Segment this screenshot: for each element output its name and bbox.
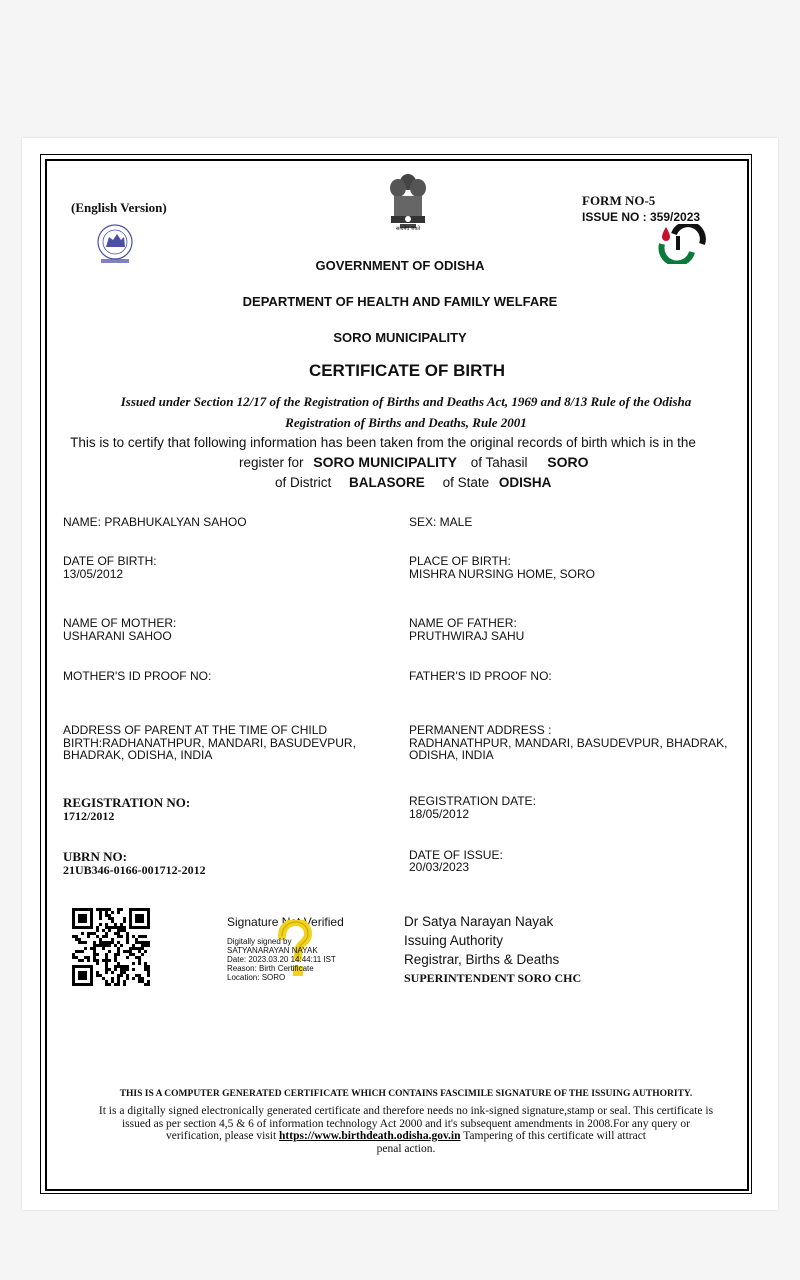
dob-value: 13/05/2012	[63, 567, 124, 581]
govt-heading: GOVERNMENT OF ODISHA	[315, 258, 485, 273]
state-label: of State	[442, 475, 490, 490]
sig-line3: Date: 2023.03.20 14:44:11 IST	[227, 955, 336, 964]
footer-line2: issued as per section 4,5 & 6 of information technology Act 2000 and it's subsequent amendments in 2008.For any query or	[121, 1117, 691, 1130]
emblem-caption: सत्यमेव जयते	[395, 226, 421, 232]
authority-designation: SUPERINTENDENT SORO CHC	[404, 971, 582, 985]
father-name-label: NAME OF FATHER:	[409, 616, 517, 630]
registration-no-label: REGISTRATION NO:	[63, 795, 191, 810]
issue-number: ISSUE NO : 359/2023	[582, 210, 701, 224]
father-id-label: FATHER'S ID PROOF NO:	[409, 669, 552, 683]
pob-value: MISHRA NURSING HOME, SORO	[409, 567, 596, 581]
registration-date-value: 18/05/2012	[409, 807, 470, 821]
tahasil-label: of Tahasil	[470, 455, 528, 470]
district-line	[275, 475, 551, 490]
digital-signature-details	[227, 937, 336, 982]
footer-line3	[40, 1130, 772, 1143]
footer-line3-post: Tampering of this certificate will attract	[463, 1130, 647, 1142]
issuing-authority-block	[404, 912, 581, 988]
district-value: BALASORE	[349, 475, 425, 490]
issue-date-value: 20/03/2023	[409, 860, 470, 874]
sex-field: SEX: MALE	[409, 515, 473, 529]
national-emblem-icon	[385, 172, 431, 234]
sig-line2: SATYANARAYAN NAYAK	[227, 946, 318, 955]
footer-text	[40, 1105, 772, 1155]
birth-address-line3: BHADRAK, ODISHA, INDIA	[63, 748, 213, 762]
footer-line1: It is a digitally signed electronically generated certificate and therefore needs no ink-signed signature,stamp or seal. This certificate is	[98, 1105, 714, 1117]
sig-line5: Location: SORO	[227, 973, 286, 982]
state-value: ODISHA	[498, 475, 552, 490]
ubrn-value: 21UB346-0166-001712-2012	[63, 863, 206, 877]
sig-line1: Digitally signed by	[227, 937, 292, 946]
father-name-value: PRUTHWIRAJ SAHU	[409, 629, 525, 643]
footer-notice: THIS IS A COMPUTER GENERATED CERTIFICATE WHICH CONTAINS FASCIMILE SIGNATURE OF THE ISSUING AUTHORITY.	[119, 1089, 693, 1099]
certificate-title: CERTIFICATE OF BIRTH	[308, 361, 506, 380]
authority-role: Issuing Authority	[404, 933, 504, 948]
authority-name: Dr Satya Narayan Nayak	[404, 914, 554, 929]
ubrn-label: UBRN NO:	[63, 849, 127, 864]
mother-name-label: NAME OF MOTHER:	[63, 616, 177, 630]
register-line	[239, 454, 589, 470]
register-value: SORO MUNICIPALITY	[313, 454, 457, 470]
municipality-heading: SORO MUNICIPALITY	[333, 330, 467, 345]
birth-address-line1: ADDRESS OF PARENT AT THE TIME OF CHILD	[63, 723, 328, 737]
mother-name-value: USHARANI SAHOO	[63, 629, 172, 643]
authority-registrar: Registrar, Births & Deaths	[404, 952, 560, 967]
qr-code-icon	[72, 908, 150, 986]
permanent-address-line1: RADHANATHPUR, MANDARI, BASUDEVPUR, BHADRAK,	[409, 736, 728, 750]
issue-date-label: DATE OF ISSUE:	[409, 848, 503, 862]
dob-label: DATE OF BIRTH:	[63, 554, 157, 568]
permanent-address-label: PERMANENT ADDRESS :	[409, 723, 552, 737]
register-for-label: register for	[239, 455, 304, 470]
district-label: of District	[275, 475, 332, 490]
footer-line4: penal action.	[376, 1142, 436, 1155]
english-version-label: (English Version)	[71, 200, 167, 215]
registration-date-label: REGISTRATION DATE:	[409, 794, 536, 808]
birthdeath-portal-link[interactable]: https://www.birthdeath.odisha.gov.in	[279, 1130, 461, 1142]
form-number: FORM NO-5	[582, 193, 656, 208]
birth-address-line2: BIRTH:RADHANATHPUR, MANDARI, BASUDEVPUR,	[63, 736, 356, 750]
sig-line4: Reason: Birth Certificate	[227, 964, 314, 973]
certify-text: This is to certify that following information has been taken from the original records of birth which is in the	[70, 435, 696, 450]
registration-no-value: 1712/2012	[63, 809, 115, 823]
signature-status: Signature Not Verified	[227, 915, 344, 929]
pob-label: PLACE OF BIRTH:	[409, 554, 511, 568]
issued-under-line1: Issued under Section 12/17 of the Registration of Births and Deaths Act, 1969 and 8/13 Rule of the Odisha	[120, 394, 692, 409]
child-name: NAME: PRABHUKALYAN SAHOO	[63, 515, 247, 529]
issued-under-line2: Registration of Births and Deaths, Rule 2001	[285, 415, 527, 430]
permanent-address-line2: ODISHA, INDIA	[409, 748, 494, 762]
department-heading: DEPARTMENT OF HEALTH AND FAMILY WELFARE	[242, 294, 558, 309]
mother-id-label: MOTHER'S ID PROOF NO:	[63, 669, 212, 683]
tahasil-value: SORO	[547, 454, 589, 470]
footer-line3-pre: verification, please visit	[165, 1130, 277, 1142]
